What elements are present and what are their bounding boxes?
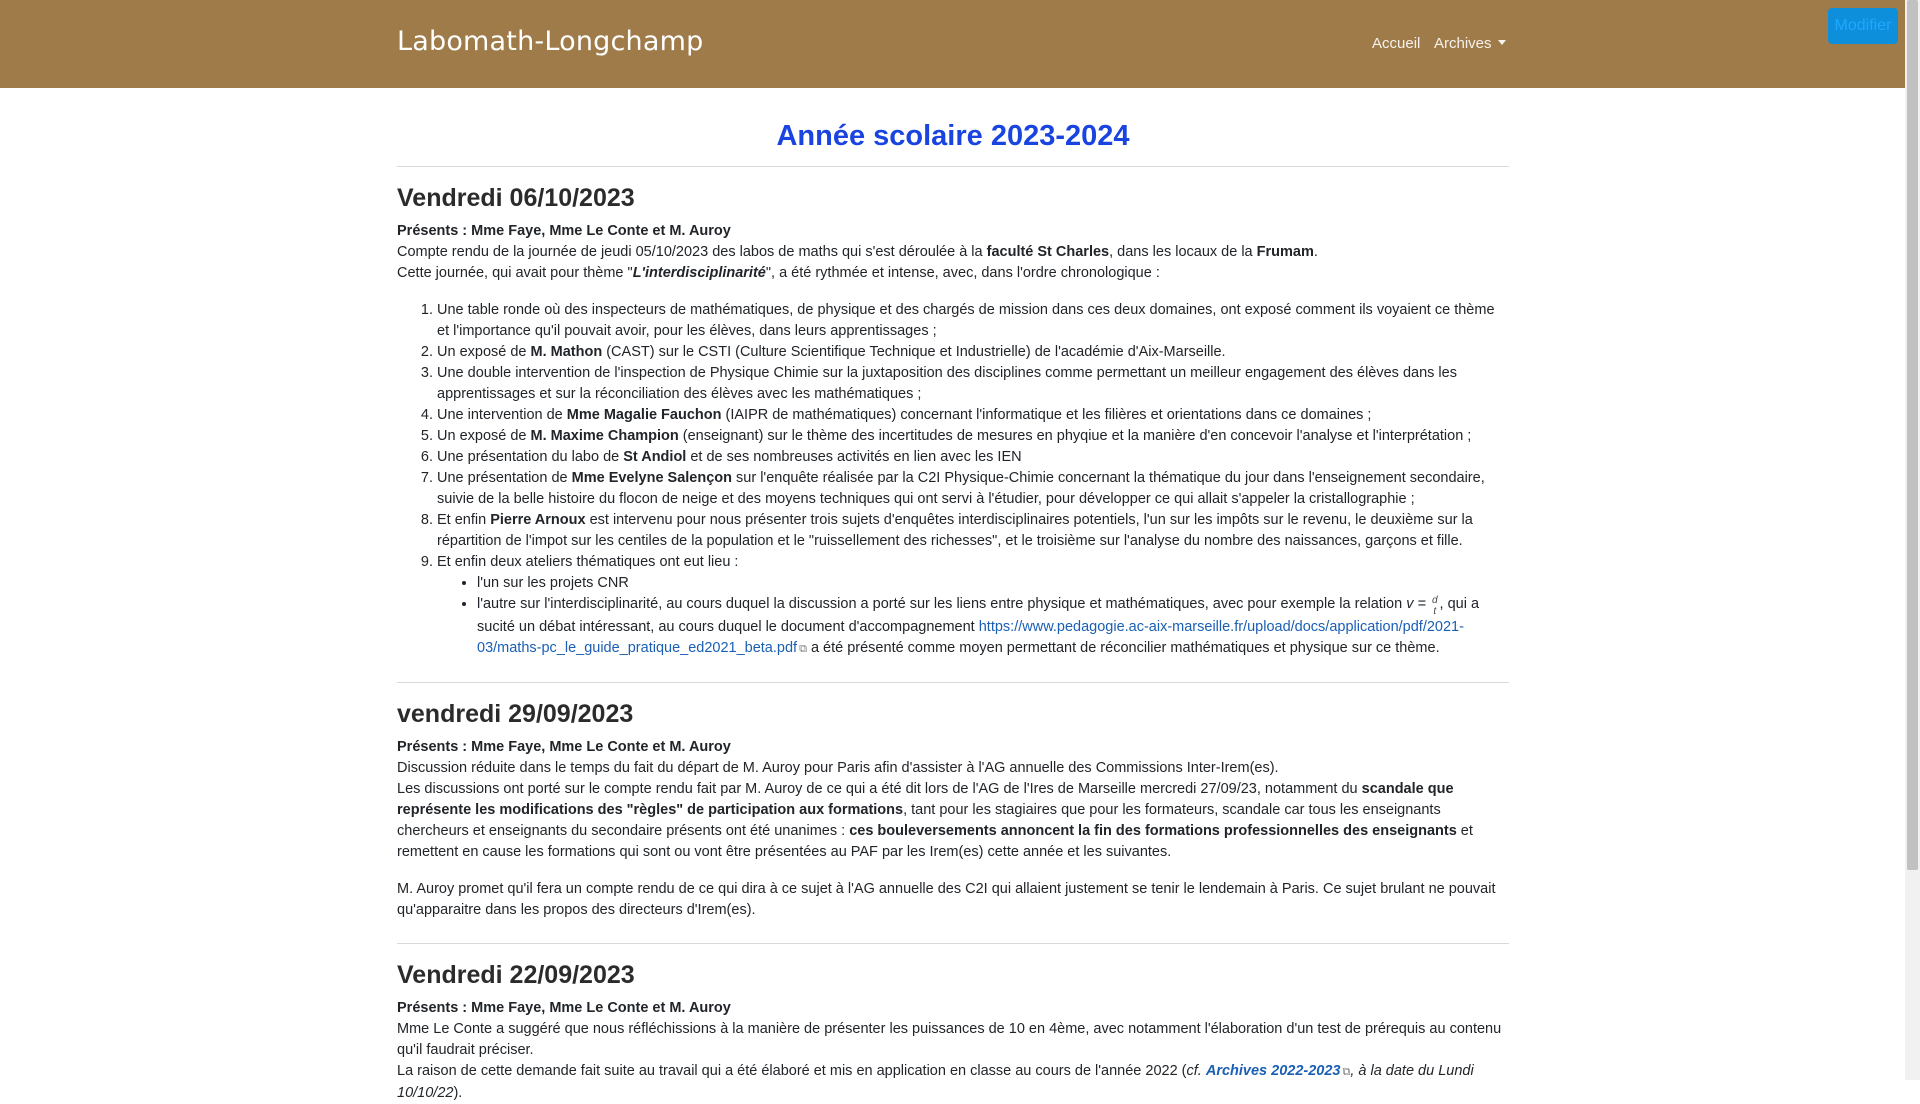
site-brand[interactable]: Labomath-Longchamp — [397, 26, 704, 57]
divider — [397, 943, 1509, 944]
paragraph: Mme Le Conte a suggéré que nous réfléchissions à la manière de présenter les puissances de 10 en 4ème, avec notamment l'élaboration d'un test de prérequis au contenu qu'il faudrait préciser. — [397, 1021, 1502, 1058]
section-date: vendredi 29/09/2023 — [397, 700, 634, 728]
page-title: Année scolaire 2023-2024 — [776, 120, 1130, 152]
formula: v = d t — [1406, 595, 1438, 617]
nav-archives-label: Archives — [1434, 35, 1492, 52]
sublist-item: • l'autre sur l'interdisciplinarité, au cours duquel la discussion a porté sur les liens entre physique et mathématiques, avec pour exemple la relation v = d t , qui a sucité un débat intéressant, au cours duquel le document d'accompagnement https://www.pedagogie.ac-aix-marseille.fr/upload/docs/application/pdf/2021-03/maths-pc_le_guide_pratique_ed2021_beta.pdf ⧉ a été présenté comme moyen permettant de réconcilier mathématiques et physique sur ce thème. — [477, 594, 1509, 660]
paragraph: Les discussions ont porté sur le compte rendu fait par M. Auroy de ce qui a été dit lors de l'AG de l'Ires de Marseille mercredi 27/09/23, notamment du scandale que représente les modifications des "règles" de participation aux formations, tant pour les stagiaires que pour les formateurs, scandale car tous les enseignants chercheurs et enseignants du secondaire présents ont été unanimes : ces bouleversements annoncent la fin des formations professionnelles des enseignants et remettent en cause les formations qui sont ou vont être présentées au PAF par les Irem(es) cette année et les suivantes. — [397, 781, 1473, 860]
sublist-item: • l'un sur les projets CNR — [477, 573, 1509, 594]
section-date: Vendredi 22/09/2023 — [397, 961, 635, 989]
workshop-sublist — [437, 573, 1509, 660]
paragraph: M. Auroy promet qu'il fera un compte rendu de ce qui dira à ce sujet à l'AG annuelle des C2I qui allaient justement se tenir le lendemain à Paris. Ce sujet brulant ne pouvait qu'apparaitre dans les propos des directeurs d'Irem(es). — [397, 881, 1496, 918]
list-item: 3. Une double intervention de l'inspection de Physique Chimie sur la juxtaposition des disciplines comme permettant un meilleur engagement des élèves dans les apprentissages et sur la réconciliation des élèves avec les mathématiques ; — [437, 363, 1509, 405]
external-link-icon: ⧉ — [1342, 1066, 1351, 1078]
list-item: 4. Une intervention de Mme Magalie Fauchon (IAIPR de mathématiques) concernant l'informatique et les filières et orientations dans ce domaines ; — [437, 405, 1509, 426]
external-link-icon: ⧉ — [799, 643, 807, 655]
paragraph: Discussion réduite dans le temps du fait du départ de M. Auroy pour Paris afin d'assister à l'AG annuelle des Commissions Inter-Irem(es). — [397, 760, 1279, 776]
list-item: 2. Un exposé de M. Mathon (CAST) sur le CSTI (Culture Scientifique Technique et Industrielle) de l'académie d'Aix-Marseille. — [437, 342, 1509, 363]
list-item: 6. Une présentation du labo de St Andiol et de ses nombreuses activités en lien avec les IEN — [437, 447, 1509, 468]
navbar — [0, 0, 1905, 88]
list-item: 8. Et enfin Pierre Arnoux est intervenu pour nous présenter trois sujets d'enquêtes interdisciplinaires potentiels, l'un sur les impôts sur le revenu, le deuxième sur la répartition de l'impot sur les centiles de la population et le "ruissellement des richesses", et le troisième sur l'analyse du nombre des naissances, garçons et fille. — [437, 510, 1509, 552]
paragraph: La raison de cette demande fait suite au travail qui a été élaboré et mis en application en classe au cours de l'année 2022 (cf. Archives 2022-2023 ⧉, à la date du Lundi 10/10/22). — [397, 1063, 1474, 1101]
divider — [397, 682, 1509, 683]
list-item: 5. Un exposé de M. Maxime Champion (enseignant) sur le thème des incertitudes de mesures en phyqiue et la manière d'en concevoir l'analyse et l'interprétation ; — [437, 426, 1509, 447]
divider — [397, 166, 1509, 167]
modifier-button[interactable]: Modifier — [1828, 8, 1898, 44]
nav-accueil[interactable]: Accueil — [1372, 35, 1421, 52]
guide-pdf-link[interactable]: https://www.pedagogie.ac-aix-marseille.fr/upload/docs/application/pdf/2021-03/maths-pc_le_guide_pratique_ed2021_beta.pdf — [477, 619, 1464, 656]
paragraph: Cette journée, qui avait pour thème "L'interdisciplinarité", a été rythmée et intense, avec, dans l'ordre chronologique : — [397, 265, 1160, 281]
paragraph: Compte rendu de la journée de jeudi 05/10/2023 des labos de maths qui s'est déroulée à la faculté St Charles, dans les locaux de la Frumam. — [397, 244, 1318, 260]
list-item: 9. Et enfin deux ateliers thématiques ont eut lieu : • l'un sur les projets CNR • l'autre sur l'interdisciplinarité, au cours duquel la discussion a porté sur les liens entre physique et mathématiques, avec pour exemple la relation v = d t , qui a sucité un débat intéressant, au cours duquel le document d'accompagnement https://www.pedagogie.ac-aix-marseille.fr/upload/docs/application/pdf/2021-03/maths-pc_le_guide_pratique_ed2021_beta.pdf ⧉ a été présenté comme moyen permettant de réconcilier mathématiques et physique sur ce thème. — [437, 552, 1509, 660]
presents-line: Présents : Mme Faye, Mme Le Conte et M. Auroy — [397, 1000, 731, 1016]
presents-line: Présents : Mme Faye, Mme Le Conte et M. Auroy — [397, 223, 731, 239]
main-content — [397, 110, 1509, 1104]
list-item: 1. Une table ronde où des inspecteurs de mathématiques, de physique et des chargés de mission dans ces deux domaines, ont exposé comment ils voyaient ce thème et l'importance qu'il pouvait avoir, pour les élèves, dans leurs apprentissages ; — [437, 300, 1509, 342]
presents-line: Présents : Mme Faye, Mme Le Conte et M. Auroy — [397, 739, 731, 755]
caret-down-icon — [1498, 40, 1506, 45]
nav-archives-dropdown[interactable] — [1434, 35, 1506, 52]
list-item: 7. Une présentation de Mme Evelyne Salençon sur l'enquête réalisée par la C2I Physique-Chimie concernant la thématique du jour dans l'enseignement secondaire, suivie de la belle histoire du flocon de neige et des moyens techniques qui ont servi à l'étudier, pour développer ce qui allait s'appeler la cristallographie ; — [437, 468, 1509, 510]
archives-2022-2023-link[interactable]: Archives 2022-2023 — [1205, 1063, 1341, 1079]
section-date: Vendredi 06/10/2023 — [397, 184, 635, 212]
scrollbar-thumb[interactable] — [1907, 0, 1918, 870]
chronology-list — [397, 300, 1509, 660]
